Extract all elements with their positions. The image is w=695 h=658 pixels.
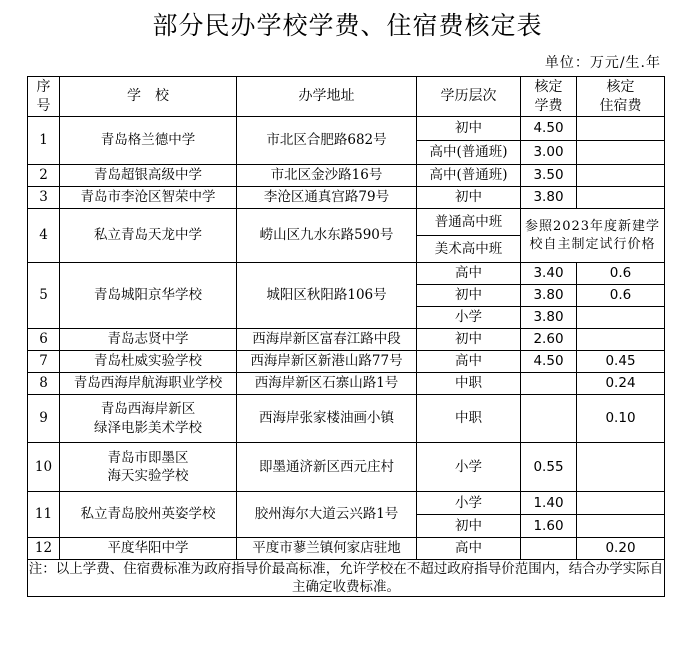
tuition-fee: 4.50 — [521, 351, 577, 373]
footnote: 注：以上学费、住宿费标准为政府指导价最高标准，允许学校在不超过政府指导价范围内，结合办学实际自主确定收费标准。 — [28, 561, 664, 596]
school-name: 青岛志贤中学 — [60, 329, 237, 351]
tuition-fee — [521, 373, 577, 395]
row-number: 7 — [28, 351, 60, 373]
education-level: 小学 — [417, 307, 521, 329]
education-level: 高中 — [417, 351, 521, 373]
dorm-fee: 0.6 — [577, 285, 665, 307]
dorm-fee: 0.45 — [577, 351, 665, 373]
tuition-fee: 3.80 — [521, 307, 577, 329]
row-number: 10 — [28, 443, 60, 492]
tuition-fee: 1.60 — [521, 515, 577, 538]
dorm-fee — [577, 141, 665, 165]
dorm-fee: 0.24 — [577, 373, 665, 395]
school-address: 即墨通济新区西元庄村 — [237, 443, 417, 492]
pricing-note: 参照2023年度新建学校自主制定试行价格 — [521, 209, 665, 263]
dorm-fee — [577, 492, 665, 515]
tuition-fee: 4.50 — [521, 117, 577, 141]
dorm-fee — [577, 165, 665, 187]
education-level: 中职 — [417, 395, 521, 443]
row-number: 8 — [28, 373, 60, 395]
dorm-fee — [577, 117, 665, 141]
dorm-fee: 0.10 — [577, 395, 665, 443]
row-number: 4 — [28, 209, 60, 263]
tuition-fee: 3.80 — [521, 285, 577, 307]
school-address: 市北区合肥路682号 — [237, 117, 417, 165]
footnote-row — [28, 560, 665, 597]
education-level: 普通高中班 — [417, 209, 521, 236]
school-name: 青岛格兰德中学 — [60, 117, 237, 165]
row-number: 2 — [28, 165, 60, 187]
school-address: 西海岸张家楼油画小镇 — [237, 395, 417, 443]
dorm-fee — [577, 443, 665, 492]
education-level: 小学 — [417, 492, 521, 515]
table-row — [28, 209, 665, 236]
tuition-fee: 3.80 — [521, 187, 577, 209]
school-name: 青岛西海岸航海职业学校 — [60, 373, 237, 395]
dorm-fee — [577, 329, 665, 351]
school-address: 市北区金沙路16号 — [237, 165, 417, 187]
dorm-fee: 0.6 — [577, 263, 665, 285]
school-address: 西海岸新区石寨山路1号 — [237, 373, 417, 395]
dorm-fee — [577, 187, 665, 209]
tuition-fee: 3.40 — [521, 263, 577, 285]
school-name: 平度华阳中学 — [60, 538, 237, 560]
row-number: 9 — [28, 395, 60, 443]
page-title: 部分民办学校学费、住宿费核定表 — [152, 11, 543, 40]
education-level: 美术高中班 — [417, 236, 521, 263]
dorm-fee: 0.20 — [577, 538, 665, 560]
education-level: 高中(普通班) — [417, 165, 521, 187]
row-number: 3 — [28, 187, 60, 209]
header-index: 序 号 — [28, 77, 60, 117]
dorm-fee — [577, 515, 665, 538]
school-name: 私立青岛胶州英姿学校 — [60, 492, 237, 538]
tuition-fee: 3.00 — [521, 141, 577, 165]
school-address: 平度市蓼兰镇何家店驻地 — [237, 538, 417, 560]
school-name: 青岛杜威实验学校 — [60, 351, 237, 373]
education-level: 小学 — [417, 443, 521, 492]
tuition-fee: 0.55 — [521, 443, 577, 492]
table-row — [28, 117, 665, 141]
header-address: 办学地址 — [237, 77, 417, 117]
tuition-fee: 3.50 — [521, 165, 577, 187]
school-address: 西海岸新区新港山路77号 — [237, 351, 417, 373]
row-number: 12 — [28, 538, 60, 560]
table-row — [28, 351, 665, 373]
table-row — [28, 263, 665, 285]
header-tuition: 核定 学费 — [521, 77, 577, 117]
school-name: 青岛市李沧区智荣中学 — [60, 187, 237, 209]
tuition-fee: 1.40 — [521, 492, 577, 515]
fee-table — [27, 76, 665, 597]
education-level: 初中 — [417, 285, 521, 307]
header-row — [28, 77, 665, 117]
school-address: 城阳区秋阳路106号 — [237, 263, 417, 329]
table-row — [28, 165, 665, 187]
school-address: 胶州海尔大道云兴路1号 — [237, 492, 417, 538]
tuition-fee — [521, 395, 577, 443]
dorm-fee — [577, 307, 665, 329]
education-level: 初中 — [417, 187, 521, 209]
school-address: 崂山区九水东路590号 — [237, 209, 417, 263]
education-level: 高中 — [417, 263, 521, 285]
unit-label: 单位：万元/生.年 — [544, 55, 661, 71]
table-row — [28, 373, 665, 395]
education-level: 高中(普通班) — [417, 141, 521, 165]
school-address: 西海岸新区富春江路中段 — [237, 329, 417, 351]
school-name: 青岛西海岸新区 绿泽电影美术学校 — [60, 395, 237, 443]
table-row — [28, 329, 665, 351]
school-name: 私立青岛天龙中学 — [60, 209, 237, 263]
row-number: 6 — [28, 329, 60, 351]
education-level: 初中 — [417, 117, 521, 141]
education-level: 初中 — [417, 329, 521, 351]
tuition-fee: 2.60 — [521, 329, 577, 351]
header-level: 学历层次 — [417, 77, 521, 117]
row-number: 5 — [28, 263, 60, 329]
tuition-fee — [521, 538, 577, 560]
school-name: 青岛市即墨区 海天实验学校 — [60, 443, 237, 492]
school-name: 青岛城阳京华学校 — [60, 263, 237, 329]
table-row — [28, 187, 665, 209]
table-row — [28, 443, 665, 492]
header-dorm: 核定 住宿费 — [577, 77, 665, 117]
table-row — [28, 395, 665, 443]
school-address: 李沧区通真宫路79号 — [237, 187, 417, 209]
table-row — [28, 492, 665, 515]
row-number: 1 — [28, 117, 60, 165]
education-level: 高中 — [417, 538, 521, 560]
table-row — [28, 538, 665, 560]
row-number: 11 — [28, 492, 60, 538]
header-school: 学 校 — [60, 77, 237, 117]
school-name: 青岛超银高级中学 — [60, 165, 237, 187]
education-level: 初中 — [417, 515, 521, 538]
education-level: 中职 — [417, 373, 521, 395]
